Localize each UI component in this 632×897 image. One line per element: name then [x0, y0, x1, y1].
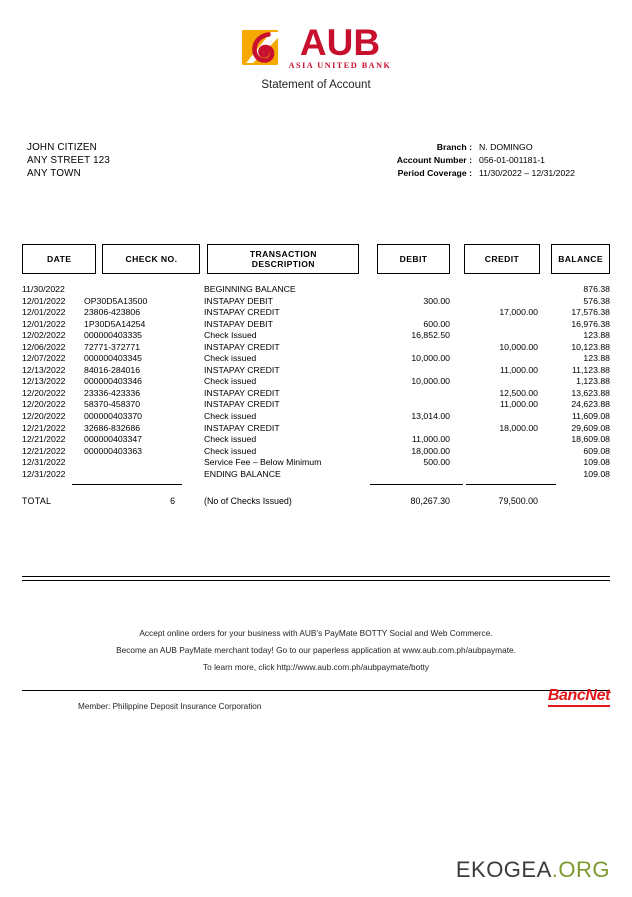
table-row: [22, 399, 610, 411]
table-row: [22, 296, 610, 308]
cell-description: Check issued: [204, 353, 257, 364]
section-divider-double: [22, 576, 610, 581]
cell-date: 12/13/2022: [22, 364, 66, 375]
cell-balance: 1,123.88: [576, 376, 610, 387]
column-header-check-no: CHECK NO.: [102, 244, 200, 274]
cell-balance: 123.88: [583, 330, 610, 341]
cell-credit: [450, 296, 538, 308]
table-row: [22, 342, 610, 354]
cell-description: Service Fee – Below Minimum: [204, 457, 322, 468]
cell-balance: 109.08: [583, 468, 610, 479]
cell-date: 12/01/2022: [22, 318, 66, 329]
aub-brand-lockup: [241, 22, 392, 71]
period-coverage-row: [388, 167, 575, 180]
table-row: [22, 411, 610, 423]
table-row: [22, 423, 610, 435]
column-header-date: DATE: [22, 244, 96, 274]
cell-date: 12/20/2022: [22, 411, 66, 422]
cell-credit: [450, 319, 538, 331]
cell-debit: [362, 469, 450, 481]
customer-address-line1: ANY STREET 123: [27, 155, 111, 167]
cell-check-no: 23336-423336: [84, 387, 141, 398]
cell-balance: 24,623.88: [571, 399, 610, 410]
cell-debit: [362, 307, 450, 319]
column-header-balance: BALANCE: [551, 244, 610, 274]
transactions-table: [22, 244, 610, 508]
cell-debit: 11,000.00: [411, 434, 450, 445]
cell-debit: [362, 388, 450, 400]
table-row: [22, 446, 610, 458]
cell-check-no: [84, 469, 204, 481]
cell-credit: [450, 457, 538, 469]
cell-check-no: 1P30D5A14254: [84, 318, 146, 329]
cell-debit: 600.00: [423, 318, 450, 329]
cell-description: Check Issued: [204, 330, 257, 341]
cell-credit: [450, 353, 538, 365]
cell-date: 12/31/2022: [22, 468, 66, 479]
ekogea-watermark: [456, 857, 610, 883]
branch-label: Branch :: [436, 142, 472, 152]
table-body: [22, 284, 610, 480]
promo-line-2: Become an AUB PayMate merchant today! Go to our paperless application at www.aub.com.ph/aubpaymate.: [116, 645, 516, 655]
cell-check-no: 000000403335: [84, 330, 142, 341]
cell-date: 12/21/2022: [22, 422, 66, 433]
table-row: [22, 353, 610, 365]
brand-name: AUB: [299, 22, 381, 63]
account-number-row: [388, 154, 575, 167]
cell-credit: 11,000.00: [499, 364, 538, 375]
cell-credit: [450, 411, 538, 423]
cell-description: INSTAPAY DEBIT: [204, 295, 273, 306]
cell-balance: 17,576.38: [571, 307, 610, 318]
cell-debit: 13,014.00: [411, 411, 450, 422]
cell-balance: 109.08: [583, 457, 610, 468]
aub-logo-mark-icon: [241, 29, 281, 67]
cell-date: 12/21/2022: [22, 445, 66, 456]
cell-credit: [450, 376, 538, 388]
cell-date: 12/06/2022: [22, 341, 66, 352]
table-row: [22, 434, 610, 446]
aub-wordmark: [288, 22, 392, 71]
cell-date: 11/30/2022: [22, 284, 65, 294]
total-rule-check: [72, 484, 182, 485]
total-note: (No of Checks Issued): [204, 496, 292, 507]
column-header-description-line2: DESCRIPTION: [251, 259, 315, 269]
table-row: [22, 307, 610, 319]
cell-debit: [362, 284, 450, 296]
cell-description: INSTAPAY CREDIT: [204, 307, 280, 318]
cell-credit: [450, 446, 538, 458]
branch-value: N. DOMINGO: [479, 142, 533, 152]
total-credit: 79,500.00: [498, 496, 538, 507]
cell-debit: 18,000.00: [411, 445, 450, 456]
watermark-suffix: .ORG: [551, 857, 610, 882]
table-row: [22, 376, 610, 388]
section-divider-single: [22, 690, 610, 691]
branch-row: [388, 141, 575, 154]
column-header-debit: DEBIT: [377, 244, 450, 274]
cell-check-no: [84, 284, 204, 296]
cell-debit: 500.00: [423, 457, 450, 468]
table-header-row: [22, 244, 610, 274]
cell-credit: 18,000.00: [499, 422, 538, 433]
statement-header: [0, 22, 632, 92]
bancnet-wordmark: BancNet: [547, 687, 610, 704]
table-row: [22, 469, 610, 481]
cell-description: INSTAPAY CREDIT: [204, 399, 280, 410]
cell-check-no: 84016-284016: [84, 364, 141, 375]
cell-credit: 11,000.00: [499, 399, 538, 410]
period-coverage-value: 11/30/2022 – 12/31/2022: [479, 168, 575, 179]
cell-balance: 16,976.38: [571, 318, 610, 329]
cell-balance: 11,609.08: [571, 411, 610, 422]
table-row: [22, 319, 610, 331]
bancnet-underline: [548, 705, 610, 707]
cell-credit: [450, 330, 538, 342]
cell-check-no: 000000403347: [84, 434, 142, 445]
total-check-count: 6: [170, 496, 175, 507]
cell-description: INSTAPAY CREDIT: [204, 364, 280, 375]
cell-check-no: 32686-832686: [84, 422, 141, 433]
watermark-primary: EKOGEA: [455, 857, 552, 882]
table-total-row: [22, 494, 610, 508]
cell-description: INSTAPAY CREDIT: [204, 422, 280, 433]
cell-debit: 300.00: [423, 295, 450, 306]
column-header-credit: CREDIT: [464, 244, 540, 274]
customer-address-line2: ANY TOWN: [27, 168, 81, 180]
table-row: [22, 388, 610, 400]
cell-balance: 18,609.08: [571, 434, 610, 445]
cell-debit: [362, 342, 450, 354]
cell-balance: 29,609.08: [571, 422, 610, 433]
cell-date: 12/31/2022: [22, 457, 66, 468]
cell-credit: [450, 469, 538, 481]
table-row: [22, 457, 610, 469]
cell-check-no: 000000403346: [84, 376, 142, 387]
cell-debit: [362, 365, 450, 377]
cell-date: 12/02/2022: [22, 330, 66, 341]
promo-line-1: Accept online orders for your business with AUB’s PayMate BOTTY Social and Web Commerce.: [139, 628, 493, 638]
table-row: [22, 330, 610, 342]
cell-debit: [362, 399, 450, 411]
cell-check-no: 58370-458370: [84, 399, 141, 410]
table-row: [22, 284, 610, 296]
bancnet-logo: [548, 688, 610, 707]
cell-balance: 123.88: [583, 353, 610, 364]
cell-debit: [362, 423, 450, 435]
cell-credit: 12,500.00: [499, 387, 538, 398]
cell-check-no: 000000403370: [84, 411, 142, 422]
period-coverage-label: Period Coverage :: [397, 168, 472, 179]
account-details-block: [388, 141, 575, 181]
cell-check-no: 000000403363: [84, 445, 142, 456]
promo-footer: [0, 625, 632, 676]
total-rule-credit: [466, 484, 556, 485]
total-label: TOTAL: [22, 496, 52, 507]
cell-description: Check issued: [204, 445, 257, 456]
total-separator-rules: [22, 484, 610, 490]
cell-check-no: 23806-423806: [84, 307, 141, 318]
customer-name: JOHN CITIZEN: [27, 142, 97, 153]
cell-debit: 16,852.50: [411, 330, 450, 341]
cell-description: INSTAPAY DEBIT: [204, 318, 273, 329]
cell-description: Check issued: [204, 376, 257, 387]
cell-date: 12/01/2022: [22, 295, 66, 306]
cell-credit: [450, 284, 538, 296]
brand-tagline: ASIA UNITED BANK: [288, 61, 392, 71]
cell-date: 12/21/2022: [22, 434, 66, 445]
cell-balance: 609.08: [583, 445, 610, 456]
cell-description: BEGINNING BALANCE: [204, 284, 296, 294]
promo-line-3: To learn more, click http://www.aub.com.ph/aubpaymate/botty: [203, 662, 429, 672]
cell-description: Check issued: [204, 411, 257, 422]
cell-date: 12/13/2022: [22, 376, 66, 387]
total-rule-debit: [370, 484, 463, 485]
cell-date: 12/20/2022: [22, 387, 66, 398]
column-header-transaction-description: [207, 244, 359, 274]
cell-check-no: 000000403345: [84, 353, 142, 364]
cell-check-no: 72771-372771: [84, 341, 141, 352]
cell-check-no: OP30D5A13500: [84, 295, 148, 306]
cell-balance: 876.38: [583, 284, 610, 294]
total-debit: 80,267.30: [410, 496, 450, 507]
pdic-member-text: Member: Philippine Deposit Insurance Corporation: [78, 702, 262, 711]
cell-debit: 10,000.00: [411, 353, 450, 364]
cell-description: ENDING BALANCE: [204, 468, 281, 479]
cell-balance: 10,123.88: [571, 341, 610, 352]
cell-date: 12/07/2022: [22, 353, 66, 364]
cell-credit: [450, 434, 538, 446]
cell-date: 12/01/2022: [22, 307, 66, 318]
column-header-description-line1: TRANSACTION: [249, 249, 317, 259]
cell-description: INSTAPAY CREDIT: [204, 387, 280, 398]
cell-credit: 17,000.00: [499, 307, 538, 318]
table-row: [22, 365, 610, 377]
page-title: Statement of Account: [261, 79, 371, 92]
cell-balance: 576.38: [583, 295, 610, 306]
cell-check-no: [84, 457, 204, 469]
cell-date: 12/20/2022: [22, 399, 66, 410]
cell-description: INSTAPAY CREDIT: [204, 341, 280, 352]
cell-balance: 11,123.88: [571, 364, 610, 375]
account-number-label: Account Number :: [396, 155, 472, 166]
cell-balance: 13,623.88: [571, 387, 610, 398]
total-balance: [538, 494, 610, 508]
cell-debit: 10,000.00: [411, 376, 450, 387]
cell-description: Check issued: [204, 434, 257, 445]
cell-credit: 10,000.00: [499, 341, 538, 352]
account-number-value: 056-01-001181-1: [479, 155, 546, 166]
customer-address-block: [27, 141, 110, 181]
